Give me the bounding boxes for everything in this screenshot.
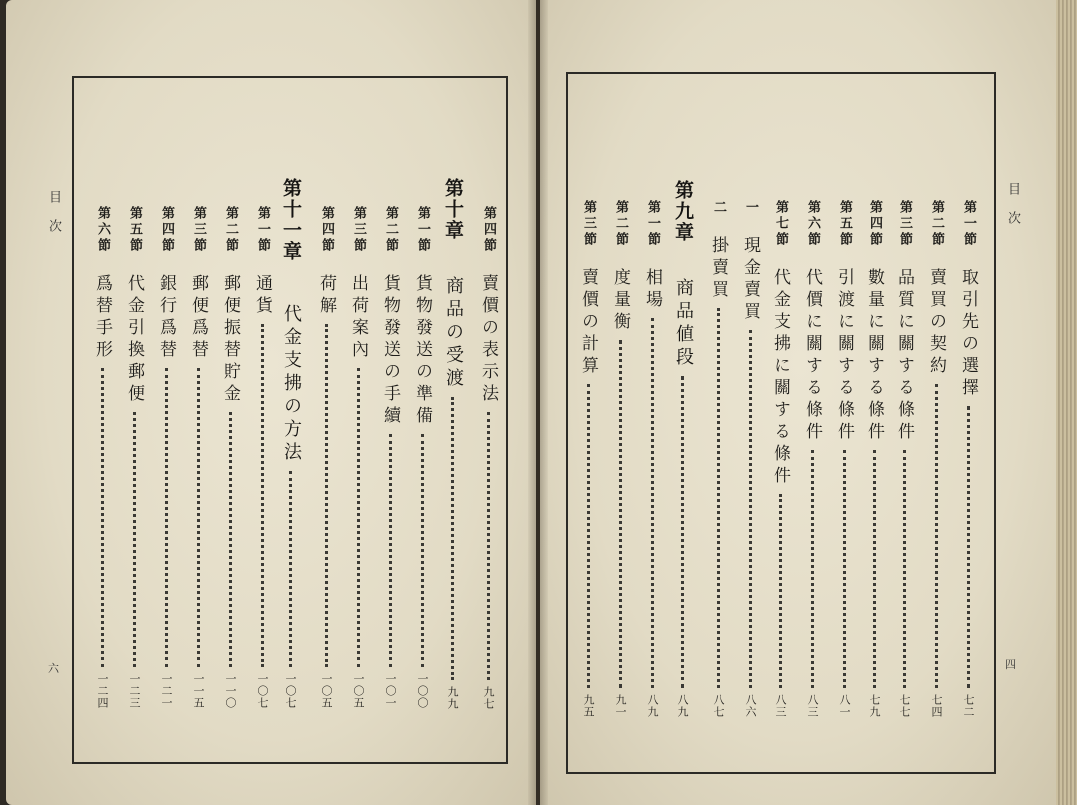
- page-number: 一二四: [96, 673, 109, 709]
- section-number: 第二節: [383, 206, 398, 254]
- toc-section-entry: [832, 200, 856, 724]
- section-title: 郵便爲替: [188, 274, 208, 362]
- section-title: 通貨: [252, 274, 272, 318]
- section-number: 第二節: [613, 200, 628, 248]
- section-number: 第一節: [961, 200, 976, 248]
- section-title: 爲替手形: [92, 274, 112, 362]
- section-number: 第一節: [255, 206, 270, 254]
- section-number: 第六節: [95, 206, 110, 254]
- left-page-number: 六: [48, 662, 59, 675]
- toc-section-entry: [186, 206, 210, 716]
- section-title: 掛賣買: [708, 236, 728, 302]
- section-number: 第五節: [127, 206, 142, 254]
- toc-section-entry: [314, 206, 338, 716]
- section-title: 數量に關する條件: [864, 268, 884, 444]
- leader-dots: [101, 368, 104, 667]
- page-number: 八三: [806, 694, 819, 718]
- leader-dots: [935, 384, 938, 688]
- toc-chapter-entry: [670, 180, 696, 724]
- toc-section-entry: [476, 206, 500, 716]
- section-title: 郵便振替貯金: [220, 274, 240, 406]
- section-title: 銀行爲替: [156, 274, 176, 362]
- toc-section-entry: [378, 206, 402, 716]
- section-number: 第四節: [319, 206, 334, 254]
- right-page-number: 四: [1005, 658, 1016, 671]
- page-number: 一一五: [192, 673, 205, 709]
- toc-section-entry: [862, 200, 886, 724]
- leader-dots: [487, 412, 490, 680]
- section-number: 二: [711, 200, 726, 216]
- toc-section-entry: [154, 206, 178, 716]
- toc-section-entry: [346, 206, 370, 716]
- toc-section-entry: [924, 200, 948, 724]
- section-title: 賣買の契約: [926, 268, 946, 378]
- toc-section-entry: [956, 200, 980, 724]
- leader-dots: [651, 318, 654, 688]
- leader-dots: [873, 450, 876, 688]
- left-running-head: 目次: [46, 190, 61, 248]
- toc-section-entry: [608, 200, 632, 724]
- book-gutter: [528, 0, 548, 805]
- leader-dots: [289, 471, 292, 667]
- section-title: 貨物發送の準備: [412, 274, 432, 428]
- section-number: 一: [743, 200, 758, 216]
- section-title: 引渡に關する條件: [834, 268, 854, 444]
- leader-dots: [967, 406, 970, 688]
- page-number: 七四: [930, 694, 943, 718]
- page-number: 八九: [676, 694, 689, 718]
- section-number: 第三節: [351, 206, 366, 254]
- section-title: 荷解: [316, 274, 336, 318]
- toc-section-entry: [738, 200, 762, 724]
- chapter-title: 商品の受渡: [443, 276, 464, 391]
- page-number: 一〇五: [352, 673, 365, 709]
- section-title: 相場: [642, 268, 662, 312]
- section-number: 第四節: [159, 206, 174, 254]
- section-number: 第五節: [837, 200, 852, 248]
- page-number: 七二: [962, 694, 975, 718]
- section-number: 第四節: [867, 200, 882, 248]
- toc-section-entry: [218, 206, 242, 716]
- section-title: 賣價の計算: [578, 268, 598, 378]
- leader-dots: [811, 450, 814, 688]
- leader-dots: [843, 450, 846, 688]
- section-number: 第三節: [897, 200, 912, 248]
- section-number: 第二節: [223, 206, 238, 254]
- page-edges: [1056, 0, 1077, 805]
- section-number: 第七節: [773, 200, 788, 248]
- page-number: 一〇五: [320, 673, 333, 709]
- section-title: 度量衡: [610, 268, 630, 334]
- leader-dots: [325, 324, 328, 667]
- section-title: 代金引換郵便: [124, 274, 144, 406]
- toc-section-entry: [250, 206, 274, 716]
- page-number: 一二一: [160, 673, 173, 709]
- leader-dots: [261, 324, 264, 667]
- page-number: 一〇〇: [416, 673, 429, 709]
- leader-dots: [357, 368, 360, 667]
- leader-dots: [389, 434, 392, 667]
- leader-dots: [165, 368, 168, 667]
- leader-dots: [779, 494, 782, 688]
- section-number: 第四節: [481, 206, 496, 254]
- page-number: 一〇一: [384, 673, 397, 709]
- section-title: 現金賣買: [740, 236, 760, 324]
- leader-dots: [421, 434, 424, 667]
- section-number: 第三節: [191, 206, 206, 254]
- leader-dots: [717, 308, 720, 688]
- page-number: 七七: [898, 694, 911, 718]
- page-number: 一〇七: [284, 673, 297, 709]
- toc-section-entry: [640, 200, 664, 724]
- section-number: 第三節: [581, 200, 596, 248]
- section-title: 代金支拂に關する條件: [770, 268, 790, 488]
- section-number: 第二節: [929, 200, 944, 248]
- section-title: 品質に關する條件: [894, 268, 914, 444]
- page-number: 八六: [744, 694, 757, 718]
- page-number: 九五: [582, 694, 595, 718]
- section-number: 第一節: [645, 200, 660, 248]
- section-title: 代價に關する條件: [802, 268, 822, 444]
- section-number: 第六節: [805, 200, 820, 248]
- toc-chapter-entry: [278, 178, 304, 716]
- toc-section-entry: [122, 206, 146, 716]
- page-number: 八七: [712, 694, 725, 718]
- leader-dots: [681, 376, 684, 688]
- chapter-title: 商品値段: [673, 278, 694, 370]
- leader-dots: [133, 412, 136, 667]
- section-title: 賣價の表示法: [478, 274, 498, 406]
- leader-dots: [903, 450, 906, 688]
- page-number: 一〇七: [256, 673, 269, 709]
- leader-dots: [587, 384, 590, 688]
- leader-dots: [451, 397, 454, 680]
- leader-dots: [197, 368, 200, 667]
- section-title: 出荷案內: [348, 274, 368, 362]
- section-title: 貨物發送の手續: [380, 274, 400, 428]
- toc-section-entry: [768, 200, 792, 724]
- leader-dots: [619, 340, 622, 688]
- section-number: 第一節: [415, 206, 430, 254]
- page-number: 九一: [614, 694, 627, 718]
- page-number: 八三: [774, 694, 787, 718]
- leader-dots: [749, 330, 752, 688]
- page-number: 八一: [838, 694, 851, 718]
- toc-chapter-entry: [440, 178, 466, 716]
- right-running-head: 目次: [1005, 182, 1020, 240]
- page-number: 七九: [868, 694, 881, 718]
- toc-section-entry: [576, 200, 600, 724]
- chapter-number: 第十一章: [280, 178, 302, 262]
- toc-section-entry: [800, 200, 824, 724]
- page-number: 九七: [482, 686, 495, 710]
- page-number: 一二三: [128, 673, 141, 709]
- toc-section-entry: [706, 200, 730, 724]
- toc-section-entry: [410, 206, 434, 716]
- chapter-title: 代金支拂の方法: [281, 304, 302, 465]
- toc-section-entry: [892, 200, 916, 724]
- leader-dots: [229, 412, 232, 667]
- toc-section-entry: [90, 206, 114, 716]
- page-number: 一一〇: [224, 673, 237, 709]
- chapter-number: 第九章: [672, 180, 694, 243]
- page-number: 九九: [446, 686, 459, 710]
- chapter-number: 第十章: [442, 178, 464, 241]
- section-title: 取引先の選擇: [958, 268, 978, 400]
- page-number: 八九: [646, 694, 659, 718]
